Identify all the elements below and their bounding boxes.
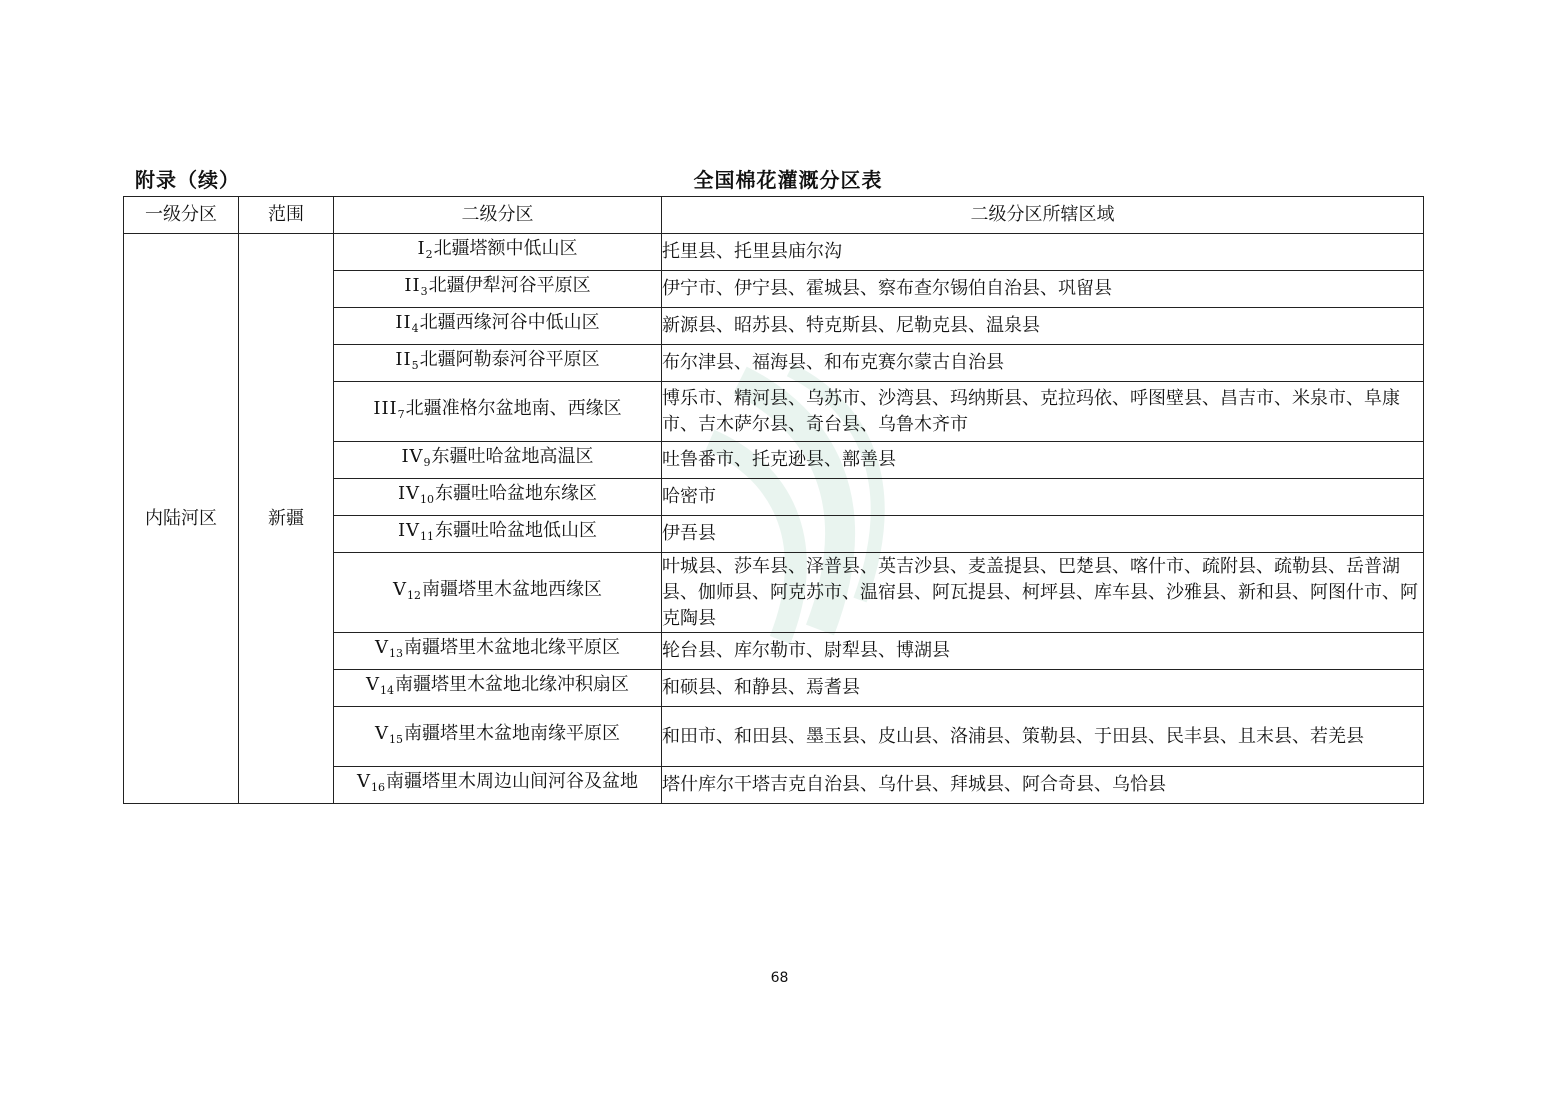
jurisdiction-area-cell: 伊吾县 (662, 516, 1424, 553)
secondary-zone-cell (334, 633, 662, 670)
zone-numeral: V (393, 578, 407, 600)
column-header: 范围 (239, 197, 334, 234)
zone-numeral: IV (397, 520, 421, 541)
secondary-zone-cell (334, 382, 662, 442)
zone-numeral: IV (397, 483, 421, 504)
level1-zone-cell: 内陆河区 (124, 234, 239, 804)
zone-subscript: 2 (425, 248, 433, 261)
zone-name: 北疆伊犁河谷平原区 (428, 275, 591, 296)
jurisdiction-area-cell: 和硕县、和静县、焉耆县 (662, 670, 1424, 707)
secondary-zone-cell (334, 479, 662, 516)
secondary-zone-cell (334, 308, 662, 345)
jurisdiction-area-cell: 轮台县、库尔勒市、尉犁县、博湖县 (662, 633, 1424, 670)
zone-subscript: 16 (371, 781, 385, 794)
secondary-zone-cell (334, 234, 662, 271)
secondary-zone-cell (334, 516, 662, 553)
zone-numeral: V (375, 637, 389, 658)
table-header-row (124, 197, 1424, 234)
jurisdiction-area-cell: 塔什库尔干塔吉克自治县、乌什县、拜城县、阿合奇县、乌恰县 (662, 767, 1424, 804)
jurisdiction-area-cell: 伊宁市、伊宁县、霍城县、察布查尔锡伯自治县、巩留县 (662, 271, 1424, 308)
jurisdiction-area-cell: 新源县、昭苏县、特克斯县、尼勒克县、温泉县 (662, 308, 1424, 345)
secondary-zone-cell (334, 553, 662, 633)
zone-subscript: 13 (389, 647, 403, 660)
zone-subscript: 12 (407, 588, 421, 602)
table-title: 全国棉花灌溉分区表 (693, 168, 883, 192)
zone-numeral: III (373, 397, 398, 419)
scope-cell: 新疆 (239, 234, 334, 804)
jurisdiction-area-cell: 和田市、和田县、墨玉县、皮山县、洛浦县、策勒县、于田县、民丰县、且末县、若羌县 (662, 707, 1424, 767)
zone-subscript: 7 (397, 407, 405, 421)
zone-subscript: 5 (411, 359, 419, 372)
zone-subscript: 4 (411, 322, 419, 335)
zone-numeral: II (395, 312, 412, 333)
appendix-label: 附录（续） (135, 168, 240, 192)
zone-name: 南疆塔里木盆地北缘冲积扇区 (395, 674, 629, 695)
zone-subscript: 10 (420, 493, 435, 506)
zone-numeral: V (357, 771, 371, 792)
page-number: 68 (770, 970, 789, 986)
zone-numeral: IV (401, 446, 424, 467)
zone-subscript: 3 (420, 285, 428, 298)
jurisdiction-area-cell: 托里县、托里县庙尔沟 (662, 234, 1424, 271)
zone-subscript: 14 (380, 684, 394, 697)
zone-name: 东疆吐哈盆地低山区 (435, 520, 598, 541)
zone-subscript: 11 (420, 530, 435, 543)
zone-name: 北疆准格尔盆地南、西缘区 (405, 397, 622, 419)
secondary-zone-cell (334, 271, 662, 308)
zone-name: 北疆塔额中低山区 (433, 238, 578, 259)
zone-numeral: II (404, 275, 421, 296)
jurisdiction-area-cell: 吐鲁番市、托克逊县、鄯善县 (662, 442, 1424, 479)
zone-name: 南疆塔里木盆地西缘区 (422, 578, 602, 600)
zone-numeral: I (417, 238, 426, 259)
zone-subscript: 9 (423, 456, 431, 469)
column-header: 一级分区 (124, 197, 239, 234)
zone-name: 南疆塔里木周边山间河谷及盆地 (386, 771, 638, 792)
secondary-zone-cell (334, 345, 662, 382)
secondary-zone-cell (334, 707, 662, 767)
zone-numeral: II (395, 349, 412, 370)
jurisdiction-area-cell: 哈密市 (662, 479, 1424, 516)
page-header (123, 166, 1423, 194)
zone-numeral: V (375, 722, 389, 744)
zone-name: 北疆阿勒泰河谷平原区 (419, 349, 600, 370)
secondary-zone-cell (334, 767, 662, 804)
zone-name: 东疆吐哈盆地高温区 (431, 446, 594, 467)
zone-name: 南疆塔里木盆地北缘平原区 (404, 637, 620, 658)
zone-name: 南疆塔里木盆地南缘平原区 (404, 722, 620, 744)
jurisdiction-area-cell: 博乐市、精河县、乌苏市、沙湾县、玛纳斯县、克拉玛依、呼图壁县、昌吉市、米泉市、阜康市、吉木萨尔县、奇台县、乌鲁木齐市 (662, 382, 1424, 442)
zone-name: 北疆西缘河谷中低山区 (419, 312, 600, 333)
table-body (124, 234, 1424, 804)
column-header: 二级分区 (334, 197, 662, 234)
irrigation-zone-table (123, 196, 1424, 804)
secondary-zone-cell (334, 670, 662, 707)
zone-name: 东疆吐哈盆地东缘区 (435, 483, 598, 504)
column-header: 二级分区所辖区域 (662, 197, 1424, 234)
jurisdiction-area-cell: 叶城县、莎车县、泽普县、英吉沙县、麦盖提县、巴楚县、喀什市、疏附县、疏勒县、岳普湖县、伽师县、阿克苏市、温宿县、阿瓦提县、柯坪县、库车县、沙雅县、新和县、阿图什市、阿克陶县 (662, 553, 1424, 633)
zone-numeral: V (366, 674, 380, 695)
zone-subscript: 15 (389, 732, 403, 746)
table-row (124, 234, 1424, 271)
jurisdiction-area-cell: 布尔津县、福海县、和布克赛尔蒙古自治县 (662, 345, 1424, 382)
secondary-zone-cell (334, 442, 662, 479)
